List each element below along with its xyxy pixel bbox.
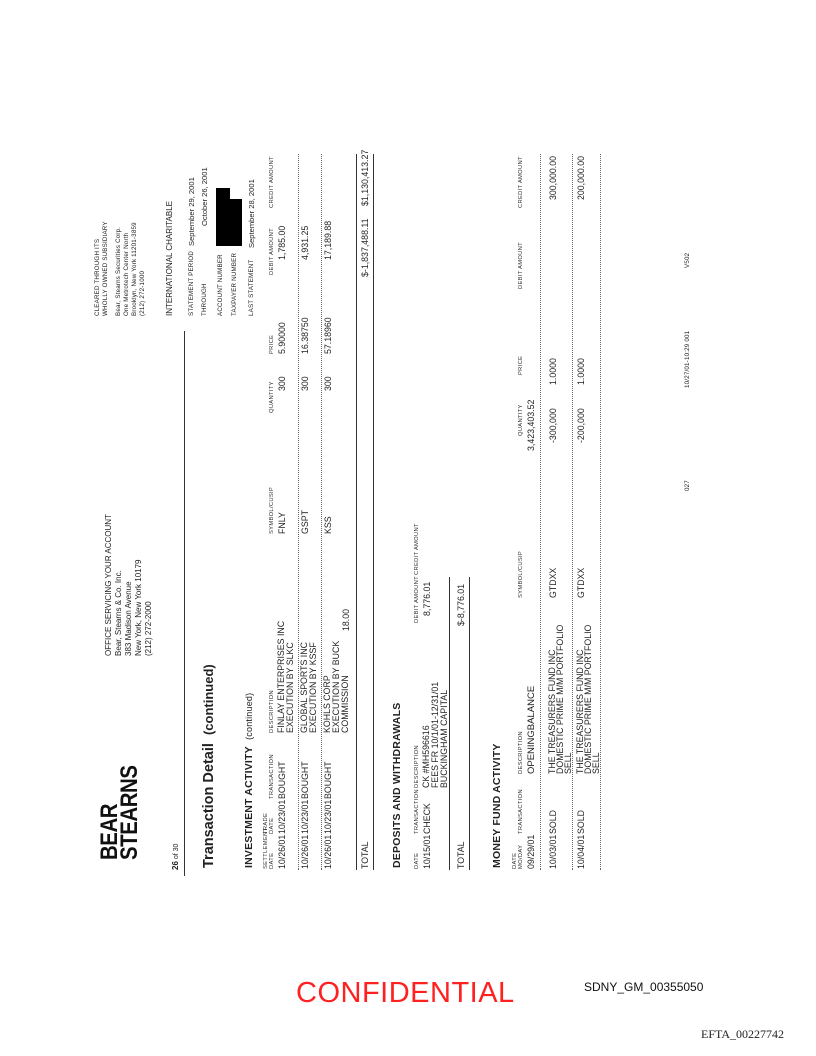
confidential-stamp: CONFIDENTIAL [296,977,515,1009]
account-number-label: ACCOUNT NUMBER [217,254,224,316]
cell-description: FINLAY ENTERPRISES INC EXECUTION BY SLKC [276,620,295,733]
cell-symbol: GSPT [300,510,310,534]
redaction-taxpayer [229,199,242,246]
cell-price: 5.90000 [277,322,287,354]
cell-date: 10/04/01 [576,834,586,869]
total-rule [356,154,357,870]
total-label: TOTAL [456,841,466,869]
page-indicator: 26 of 30 [171,843,180,870]
redaction-account [216,188,230,246]
total-rule-bottom [469,577,470,870]
col-quantity: QUANTITY [518,404,524,436]
cell-credit: 200,000.00 [576,155,586,200]
col-price: PRICE [518,355,524,375]
cell-quantity: -200,000 [576,408,586,443]
last-statement-label: LAST STATEMENT [248,259,255,316]
cell-description: OPENINGBALANCE [526,685,537,774]
cell-debit: 8,776.01 [422,581,432,616]
row-divider [321,154,322,870]
cell-debit: 17,189.88 [323,220,333,260]
cell-symbol: FNLY [277,512,287,534]
page-title: Transaction Detail (continued) [201,664,217,868]
footer-code-2: 10/27/01-10:29 001 [684,330,691,388]
cell-description: THE TREASURERS FUND INC DOMESTIC PRIME M/M PORTFOLIO SELL [547,624,573,774]
cell-transaction: BOUGHT [300,761,310,799]
cell-transaction: BOUGHT [277,761,287,799]
cell-debit: 4,931.25 [300,225,310,260]
col-transaction: TRANSACTION [269,754,275,799]
cell-trade: 10/23/01 [277,799,287,834]
total-credit: $1,130,413.27 [360,149,370,206]
col-date: DATE MO/DAY [512,844,524,869]
row-divider [572,154,573,870]
cell-description: CK #MH596616 FEES FR 10/1/01-12/31/01 BUCKINGHAM CAPITAL [421,681,449,788]
cell-trade: 10/23/01 [300,799,310,834]
col-symbol: SYMBOL/CUSIP [269,486,275,534]
bates-number: SDNY_GM_00355050 [584,980,704,994]
col-trade: TRADE DATE [263,812,275,834]
account-name: INTERNATIONAL CHARITABLE [165,201,174,316]
cell-description: GLOBAL SPORTS INC EXECUTION BY KSSF [299,642,318,733]
cell-credit: 300,000.00 [548,155,558,200]
through-value: October 26, 2001 [200,167,209,226]
cell-transaction: BOUGHT [323,761,333,799]
cell-transaction: CHECK [422,803,432,834]
cell-description: KOHLS CORP EXECUTION BY BUCK COMMISSION [322,640,350,733]
cell-symbol: KSS [323,516,333,534]
footer-code-3: V502 [684,252,691,268]
col-date: DATE [414,852,420,869]
period-value: September 29, 2001 [187,177,196,246]
clearing-block: CLEARED THROUGH ITS WHOLLY OWNED SUBSIDIARY Bear, Stearns Securities Corp. One Metrotech Center North Brooklyn, New York 11201-3859 (212) 272-1000 [94,221,146,316]
col-debit: DEBIT AMOUNT [269,228,275,275]
cell-symbol: GTDXX [576,567,586,598]
col-credit: CREDIT AMOUNT [518,156,524,208]
cell-price: 1.0000 [576,358,586,385]
total-debit: $-8,776.01 [456,583,466,626]
cell-quantity: -300,000 [548,408,558,443]
total-rule-bottom [373,154,374,870]
cell-settle: 10/26/01 [323,834,333,869]
cell-date: 10/15/01 [422,834,432,869]
cell-trade: 10/23/01 [323,799,333,834]
col-debit: DEBIT AMOUNT [518,242,524,289]
total-rule [449,577,450,870]
col-transaction: TRANSACTION [414,789,420,834]
footer-code-1: 027 [684,480,691,491]
cell-quantity: 300 [300,376,310,391]
cell-transaction: SOLD [548,810,558,834]
investment-heading: INVESTMENT ACTIVITY (continued) [243,692,255,868]
col-quantity: QUANTITY [269,381,275,413]
col-credit: CREDIT AMOUNT [414,523,420,575]
col-symbol: SYMBOL/CUSIP [518,550,524,598]
row-divider [298,154,299,870]
taxpayer-label: TAXPAYER NUMBER [231,252,238,316]
col-description: DESCRIPTION [414,745,420,788]
cell-quantity: 300 [323,376,333,391]
cell-settle: 10/26/01 [300,834,310,869]
last-statement-value: September 28, 2001 [247,179,256,248]
cell-settle: 10/26/01 [277,834,287,869]
mmf-heading: MONEY FUND ACTIVITY [491,743,503,868]
row-divider [540,154,541,870]
cell-description: THE TREASURERS FUND INC DOMESTIC PRIME M/M PORTFOLIO SELL [575,624,601,774]
cell-quantity: 300 [277,376,287,391]
office-block: OFFICE SERVICING YOUR ACCOUNT Bear, Stearns & Co. Inc. 383 Madison Avenue New York, New York 10179 (212) 272-2000 [104,514,153,656]
col-credit: CREDIT AMOUNT [269,156,275,208]
header-rule [184,331,185,876]
total-label: TOTAL [360,841,370,869]
firm-logo: BEAR STEARNS [96,765,143,860]
total-debit: $-1,837,488.11 [360,218,370,277]
cell-price: 1.0000 [548,358,558,385]
col-settle: SETTLEMENT DATE [263,827,275,869]
col-description: DESCRIPTION [269,690,275,733]
col-debit: DEBIT AMOUNT [414,576,420,623]
cell-date: 09/29/01 [526,834,536,869]
cell-debit: 1,785.00 [277,225,287,260]
efta-number: EFTA_00227742 [701,1027,785,1041]
cell-price: 57.18960 [323,317,333,354]
cell-price: 16.38750 [300,317,310,354]
cell-transaction: SOLD [576,810,586,834]
cell-quantity: 3,423,403.52 [526,399,536,451]
through-label: THROUGH [201,283,208,316]
cell-commission: 18.00 [341,608,351,631]
row-divider [600,154,601,870]
col-description: DESCRIPTION [518,731,524,774]
period-label: STATEMENT PERIOD [188,250,195,316]
cell-date: 10/03/01 [548,834,558,869]
deposits-heading: DEPOSITS AND WITHDRAWALS [391,702,403,868]
col-transaction: TRANSACTION [518,789,524,834]
cell-symbol: GTDXX [548,567,558,598]
col-price: PRICE [269,334,275,354]
